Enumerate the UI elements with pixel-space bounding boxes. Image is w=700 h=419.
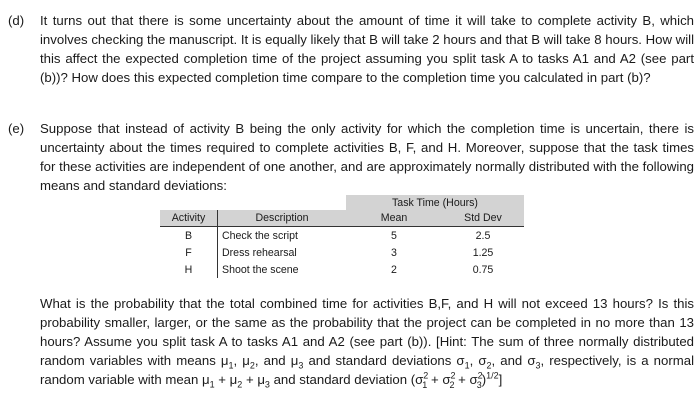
column-header-activity: Activity [160,210,218,227]
question-part-e [8,119,694,195]
part-e-label: (e) [8,121,25,136]
table-group-header-row [160,195,524,210]
task-time-table [160,195,524,278]
table-row [160,261,524,278]
column-header-description: Description [218,210,347,227]
cell-mean: 3 [391,246,397,259]
cell-mean: 2 [391,263,397,276]
part-e-intro: Suppose that instead of activity B being the only activity for which the completion time is uncertain, there is uncertainty about the times required to complete activities B, F, and H. Moreover, suppose that the task times for these activities are independent of one another, and are approximately normally distributed with the following means and standard deviations: [40,121,694,193]
table-row [160,227,524,245]
cell-description: Dress rehearsal [218,244,347,261]
cell-std-dev: 2.5 [475,229,491,242]
cell-description: Check the script [218,227,347,245]
column-header-mean: Mean [346,210,442,227]
cell-description: Shoot the scene [218,261,347,278]
cell-std-dev: 0.75 [472,263,494,276]
part-d-text: It turns out that there is some uncertainty about the amount of time it will take to complete activity B, which involves checking the manuscript. It is equally likely that B will take 2 hours and that B will take 8 hours. How will this affect the expected completion time of the project assuming you split task A to tasks A1 and A2 (see part (b))? How does this expected completion time compare to the completion time you calculated in part (b)? [40,13,694,85]
table-row [160,244,524,261]
table-column-header-row [160,210,524,227]
cell-activity: B [184,229,193,242]
cell-mean: 5 [391,229,397,242]
part-e-question-main: What is the probability that the total combined time for activities B,F, and H will not exceed 13 hours? Is this probability smaller, larger, or the same as the probability that the project can be completed in no more than 13 hours? Assume you split task A to tasks A1 and A2 (see part (b)). [Hint: The sum of three normally distributed random variables with means [40,296,694,368]
part-e-question: What is the probability that the total combined time for activities B,F, and H will not exceed 13 hours? Is this probability smaller, larger, or the same as the probability that the project can be completed in no more than 13 hours? Assume you split task A to tasks A1 and A2 (see part (b)). [Hint: The sum of three normally distributed random variables with means $\mu_1$, $\mu_2$, and $\mu_3$ and standard deviations $\sigma_1$, $\sigma_2$, and $\sigma_3$, respectively, is a normal random variable with mean $\mu_1 + \mu_2 + \mu_3$ and standard deviation $(\sigma^2_1 + \sigma^2_2 + \sigma^2_3)^{1/2}$] [40,296,694,390]
part-d-label: (d) [8,13,25,28]
cell-activity: H [184,263,193,276]
cell-std-dev: 1.25 [472,246,494,259]
question-part-d [8,11,694,87]
column-header-std-dev: Std Dev [442,210,524,227]
cell-activity: F [185,246,192,259]
task-time-group-header: Task Time (Hours) [346,195,524,210]
